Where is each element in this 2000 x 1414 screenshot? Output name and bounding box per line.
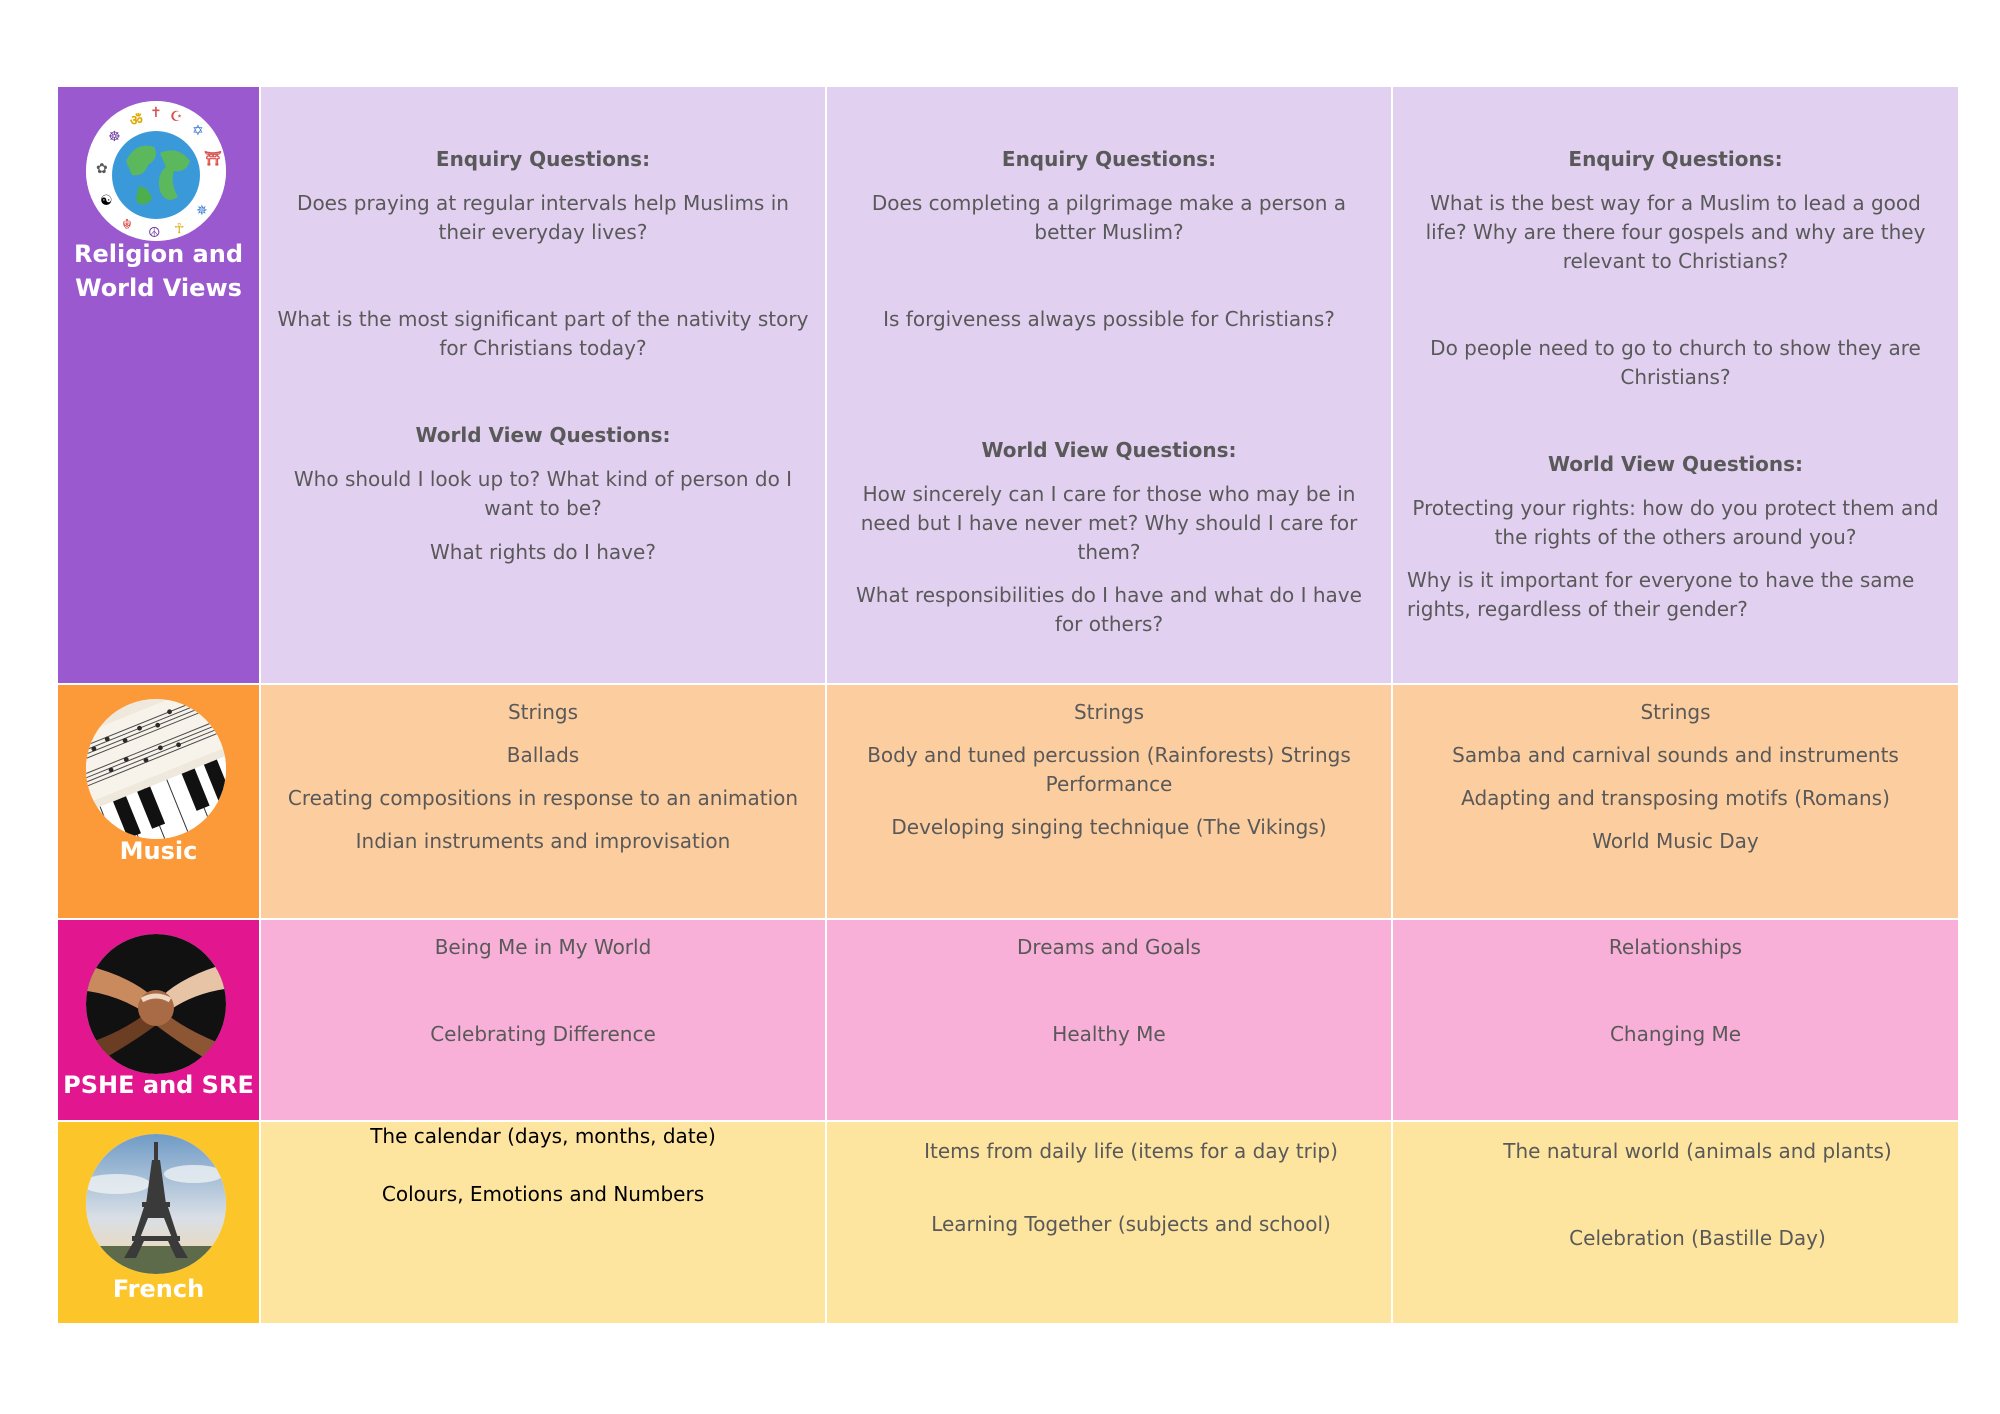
music-subject-cell: [58, 685, 259, 918]
pshe-col1: [261, 920, 825, 1120]
religion-subject-label: Religion and World Views: [73, 240, 243, 302]
pshe-col3: [1393, 920, 1958, 1120]
french-subject-label: French: [112, 1275, 205, 1303]
svg-text:ॐ: ॐ: [130, 113, 143, 129]
french-col3: [1393, 1122, 1958, 1323]
eiffel-tower-icon: [86, 1134, 226, 1274]
pshe-subject-cell: [58, 920, 259, 1120]
piano-sheet-music-icon: [86, 699, 226, 839]
music-topic: Strings: [1640, 700, 1711, 724]
french-topic: Learning Together (subjects and school): [931, 1212, 1331, 1236]
world-view-question: Why is it important for everyone to have the same rights, regardless of their gender?: [1407, 568, 1915, 621]
music-topic: Samba and carnival sounds and instruments: [1452, 743, 1899, 767]
enquiry-question: What is the most significant part of the nativity story for Christians today?: [277, 307, 809, 360]
pshe-topic: Dreams and Goals: [1017, 935, 1201, 959]
svg-text:✿: ✿: [96, 161, 108, 177]
world-view-question: What responsibilities do I have and what do I have for others?: [856, 583, 1362, 636]
religion-col3: [1393, 87, 1958, 683]
french-topic: Items from daily life (items for a day trip): [924, 1139, 1338, 1163]
svg-text:☬: ☬: [122, 217, 132, 233]
world-view-heading: World View Questions:: [1547, 452, 1804, 476]
music-subject-label: Music: [119, 837, 198, 865]
svg-text:✵: ✵: [196, 203, 208, 219]
enquiry-question: What is the best way for a Muslim to lead a good life? Why are there four gospels and why are they relevant to Christians?: [1425, 191, 1926, 273]
french-subject-cell: [58, 1122, 259, 1323]
music-topic: Body and tuned percussion (Rainforests) Strings Performance: [867, 743, 1351, 796]
world-view-question: What rights do I have?: [430, 540, 656, 564]
enquiry-heading: Enquiry Questions:: [1001, 147, 1217, 171]
enquiry-question: Do people need to go to church to show they are Christians?: [1430, 336, 1921, 389]
svg-text:✝: ✝: [150, 105, 162, 121]
music-topic: Creating compositions in response to an animation: [287, 786, 799, 810]
enquiry-heading: Enquiry Questions:: [435, 147, 651, 171]
globe-faith-symbols-icon: [86, 101, 226, 241]
svg-text:☥: ☥: [174, 221, 185, 237]
world-view-heading: World View Questions:: [415, 423, 671, 447]
svg-text:⛩: ⛩: [204, 151, 222, 167]
religion-col1: [261, 87, 825, 683]
svg-text:✡: ✡: [192, 123, 204, 139]
religion-col2: [827, 87, 1391, 683]
french-topic: Colours, Emotions and Numbers: [381, 1182, 705, 1206]
music-topic: Adapting and transposing motifs (Romans): [1461, 786, 1890, 810]
french-topic: The calendar (days, months, date): [370, 1124, 716, 1148]
enquiry-question: Does praying at regular intervals help Muslims in their everyday lives?: [297, 191, 789, 244]
world-view-question: Protecting your rights: how do you protect them and the rights of the others around you?: [1412, 496, 1939, 549]
music-topic: World Music Day: [1592, 829, 1759, 853]
music-topic: Strings: [1073, 700, 1145, 724]
french-topic: The natural world (animals and plants): [1503, 1139, 1892, 1163]
pshe-subject-label: PSHE and SRE: [63, 1071, 254, 1099]
pshe-topic: Changing Me: [1609, 1022, 1742, 1046]
religion-subject-cell: [58, 87, 259, 683]
svg-text:☪: ☪: [170, 109, 183, 125]
pshe-topic: Healthy Me: [1052, 1022, 1166, 1046]
french-topic: Celebration (Bastille Day): [1569, 1226, 1826, 1250]
enquiry-question: Does completing a pilgrimage make a person a better Muslim?: [871, 191, 1347, 244]
enquiry-question: Is forgiveness always possible for Christians?: [883, 307, 1335, 331]
linked-hands-icon: [86, 934, 226, 1074]
music-topic: Developing singing technique (The Vikings): [891, 815, 1327, 839]
svg-text:☯: ☯: [100, 193, 113, 209]
enquiry-heading: Enquiry Questions:: [1568, 147, 1783, 171]
pshe-topic: Relationships: [1608, 935, 1743, 959]
pshe-topic: Celebrating Difference: [430, 1022, 656, 1046]
world-view-heading: World View Questions:: [981, 438, 1237, 462]
music-topic: Ballads: [506, 743, 580, 767]
music-topic: Strings: [507, 700, 579, 724]
world-view-question: Who should I look up to? What kind of person do I want to be?: [293, 467, 793, 520]
svg-text:☮: ☮: [148, 225, 161, 241]
music-col2: [827, 685, 1391, 918]
curriculum-table: [58, 87, 1958, 1323]
french-col1: [261, 1122, 825, 1323]
pshe-topic: Being Me in My World: [434, 935, 652, 959]
pshe-col2: [827, 920, 1391, 1120]
svg-text:☸: ☸: [108, 129, 121, 145]
french-col2: [827, 1122, 1391, 1323]
music-topic: Indian instruments and improvisation: [355, 829, 731, 853]
world-view-question: How sincerely can I care for those who may be in need but I have never met? Why should I care for them?: [860, 482, 1358, 564]
music-col1: [261, 685, 825, 918]
music-col3: [1393, 685, 1958, 918]
